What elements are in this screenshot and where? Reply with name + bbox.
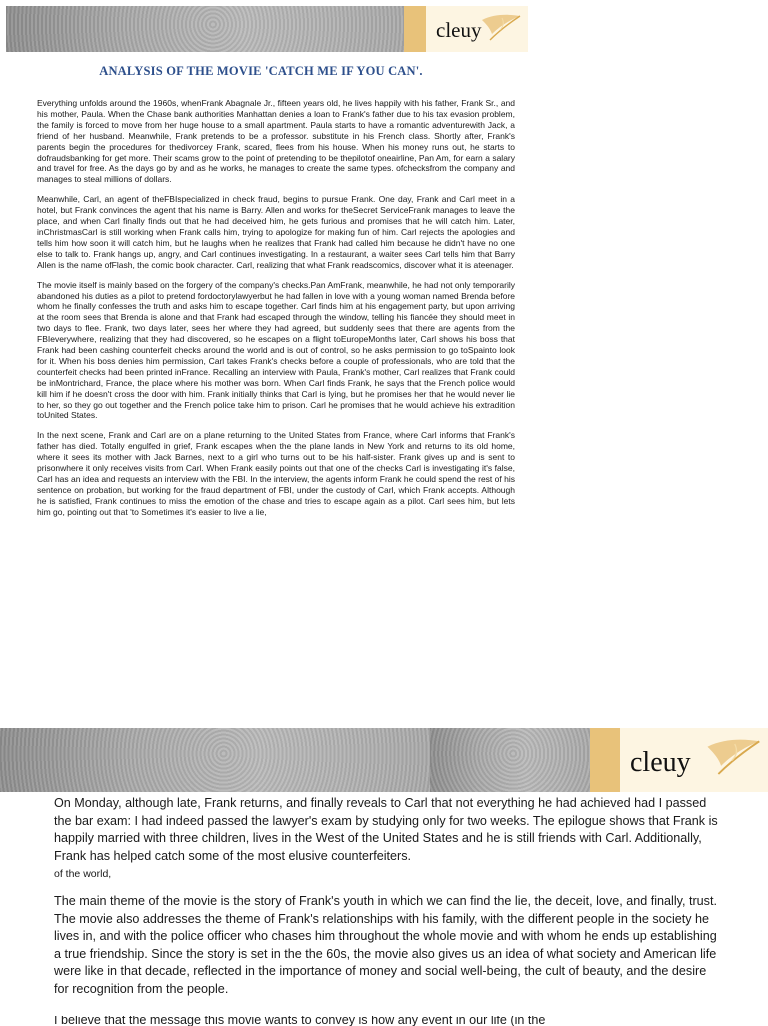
logo-text: cleuy bbox=[630, 747, 691, 778]
paragraph: The main theme of the movie is the story of Frank's youth in which we can find the lie, the deceit, love, and finally, trust. The movie also addresses the theme of Frank's relationships with his family, with the different people in the society he lives in, and with the police officer who chases him throughout the whole movie and with whom he ends up establishing a true friendship. Since the story is set in the the 60s, the movie also gives us an idea of what society and American life were like in that decade, reflected in the importance of money and social well-being, the cult of beauty, and the desire for recognition from the people. bbox=[54, 893, 717, 996]
cut-off-text: I believe that the message this movie wants to convey is how any event in our life (in the bbox=[54, 1016, 546, 1026]
document-title: ANALYSIS OF THE MOVIE 'CATCH ME IF YOU CAN'. bbox=[99, 64, 423, 78]
paragraph-text: On Monday, although late, Frank returns, and finally reveals to Carl that not everything he had achieved had I passed the bar exam: I had indeed passed the lawyer's exam by studying only for two weeks. The epilogue shows that Frank is happily married with three children, lives in the West of the United States and he is still friends with Carl. Additionally, Frank has helped catch some of the most elusive counterfeiters. bbox=[54, 796, 718, 863]
fingerprint-banner-image bbox=[0, 728, 430, 792]
fingerprint-banner-image bbox=[430, 728, 590, 792]
paragraph: Everything unfolds around the 1960s, whenFrank Abagnale Jr., fifteen years old, he lives happily with his father, Frank Sr., and his mother, Paula. When the Chase bank authorities Manhattan denies a loan to Frank's father due to his tax evasion problem, the family is forced to move from her huge house to a small apartment. Paula starts to have a romantic adventurewith Jack, a friend of her husband. Meanwhile, Frank pretends to be a professor. substitute in his French class. Shortly after, Frank's parents begin the procedures for thedivorcey Frank, scared, flees from his house. When his money runs out, he starts to dofraudsbanking for get more. Their scams grow to the point of pretending to be thepilotof oneairline, Pan Am, for earn a salary and travel for free. As the days go by and as he works, he manages to create the same types. ofchecksfrom the company and manages to steal millions of dollars. bbox=[37, 98, 515, 185]
banner-accent-strip bbox=[404, 6, 426, 52]
banner-accent-strip bbox=[590, 728, 620, 792]
header-banner bbox=[430, 728, 768, 792]
logo-text: cleuy bbox=[436, 17, 482, 42]
quill-logo-icon bbox=[702, 734, 762, 784]
paragraph bbox=[54, 795, 724, 884]
paragraph-tail: of the world, bbox=[54, 868, 112, 881]
header-banner-left bbox=[0, 728, 430, 792]
logo bbox=[620, 728, 768, 792]
paragraph: The movie itself is mainly based on the forgery of the company's checks.Pan AmFrank, meanwhile, he had not only temporarily abandoned his duties as a pilot to pretend fordoctorylawyerbut he had fallen in love with a young woman named Brenda before whom he finally confesses the truth and asks him to escape together. Carl finds him at his engagement party, but upon arriving at the room sees that Brenda is alone and that Frank had escaped through the window, telling his fiancée they should meet in two days to flee. Frank, two days later, sees her where they had agreed, but suddenly sees that there are agents from the FBIeverywhere, realizing that they had discovered, so he escapes on a flight toEuropeMonths later, Carl shows his boss that Frank had been cashing counterfeit checks around the world and is out of control, so he asks permission to go toSpainto look for it. When his boss denies him permission, Carl takes Frank's checks before a couple of professionals, who are told that the counterfeit checks had been printed inFrance. Recalling an interview with Paula, Frank's mother, Carl realizes that Frank could be inMontrichard, France, the place where his mother was born. When Carl finds Frank, he says that the French police would kill him if he doesn't cross the door with him. Frank initially thinks that Carl is lying, but he promises her that he would never lie to her, so they go out together and the French police take him to prison. Carl he promises that he would achieve his extradition toUnited States. bbox=[37, 279, 515, 421]
fingerprint-banner-image bbox=[6, 6, 404, 52]
cut-off-line bbox=[54, 1016, 614, 1026]
paragraph: Meanwhile, Carl, an agent of theFBIspecialized in check fraud, begins to pursue Frank. One day, Frank and Carl meet in a hotel, but Frank convinces the agent that his name is Barry. Allen and works for theSecret ServiceFrank manages to leave the place, and when Carl finally finds out that he had deceived him, he gets furious and promises that he will catch him. Later, inChristmasCarl is still working when Frank calls him, trying to apologize for making fun of him. Carl rejects the apologies and tells him how soon it will catch him, but he laughs when he realizes that Frank had called him because he didn't have no one else to talk to. Frank hangs up, angry, and Carl continues investigating. In a restaurant, a waiter sees Carl tells him that Barry Allen is the name ofFlash, the comic book character. Carl, realizing that what Frank readscomics, discover what it is ateenager. bbox=[37, 194, 515, 270]
quill-logo-icon bbox=[478, 12, 522, 46]
page-1-body bbox=[37, 98, 515, 527]
logo bbox=[426, 6, 528, 52]
paragraph: In the next scene, Frank and Carl are on a plane returning to the United States from France, where Carl informs that Frank's father has died. Totally engulfed in grief, Frank escapes when the the plane lands in New York and returns to its old home, where it sees its mother with Jack Barnes, next to a girl who turns out to be his half-sister. Frank gives up and is sent to prisonwhere it only receives visits from Carl. When Frank easily points out that one of the checks Carl is investigating it's false, Carl has an idea and requests an interview with the FBI. In the interview, the agents inform Frank he could spend the rest of his sentence on probation, but working for the fraud department of FBI, under the custody of Carl, which Frank accepts. Although he is satisfied, Frank continues to miss the emotion of the chase and tries to escape again as a pilot. Carl sees him, but lets him go, pointing out that 'to Sometimes it's easier to live a lie, bbox=[37, 430, 515, 517]
page-2-body bbox=[54, 795, 724, 1008]
header-banner bbox=[6, 6, 528, 52]
document-page-2 bbox=[0, 728, 768, 1024]
